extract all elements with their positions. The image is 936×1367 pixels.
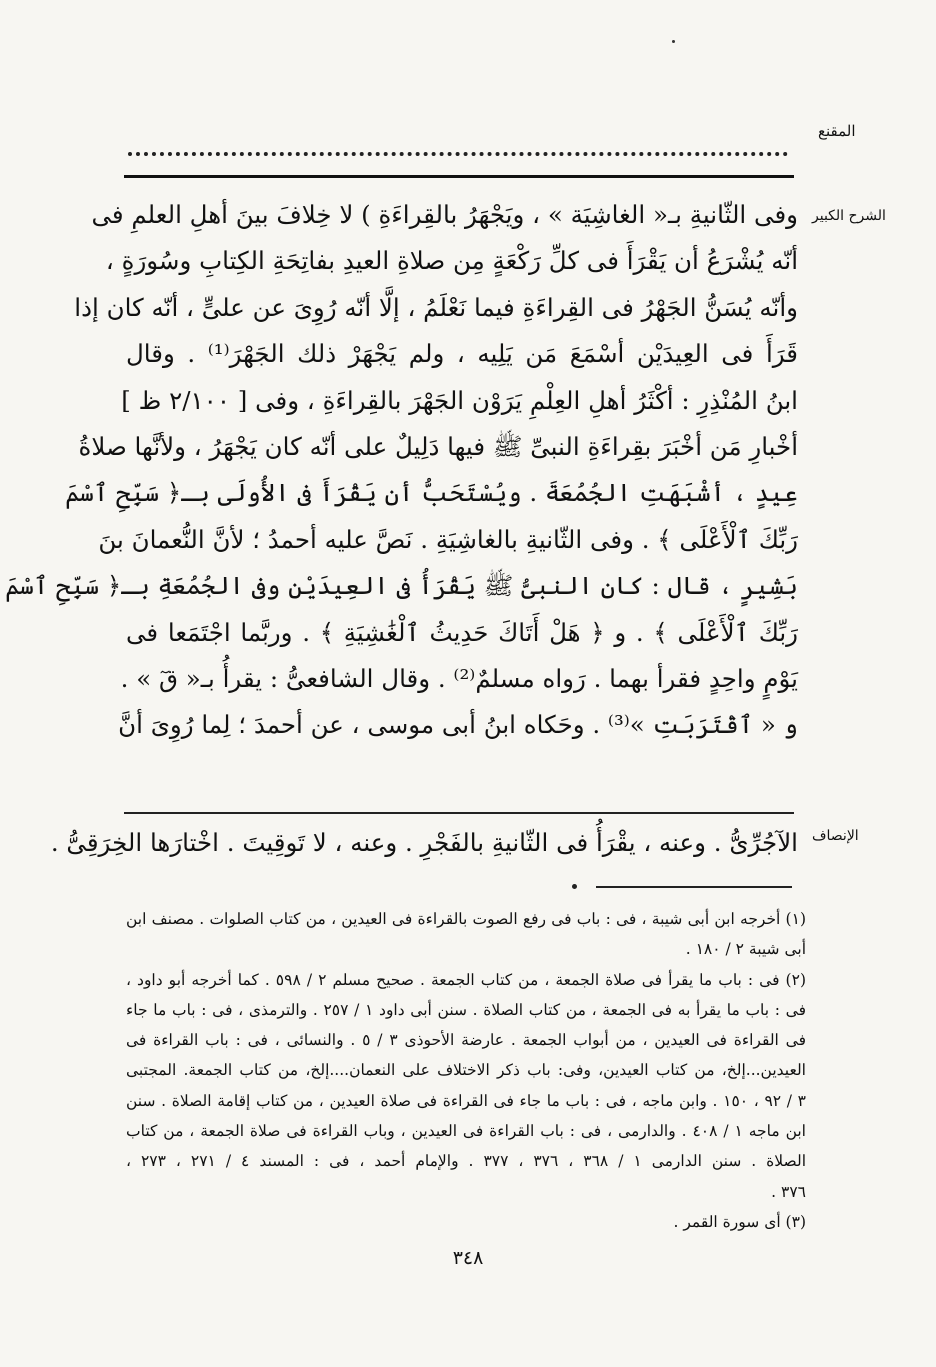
- footnote-line: فى : باب ما يقرأ به فى الجمعة ، من كتاب الصلاة . سنن أبى داود ١ / ٢٥٧ . والترمذى ، فى : باب ما جاء: [126, 1000, 806, 1019]
- footnote-line: (٣) أى سورة القمر .: [673, 1212, 806, 1231]
- footnote-line: (١) أخرجه ابن أبى شيبة ، فى : باب فى رفع الصوت بالقراءة فى العيدين ، من كتاب الصلوات . مصنف ابن: [126, 910, 806, 928]
- footnote-line: ابن ماجه ١ / ٤٠٨ . والدارمى ، فى : باب القراءة فى العيدين ، وباب القراءة فى صلاة الجمعة ، من كتاب: [126, 1122, 806, 1141]
- main-line: يَوْمٍ واحِدٍ فقرأ بهما . رَواه مسلمٌ⁽²⁾ . وقال الشافعىُّ : يقرأُ بـ« قٓ » .: [120, 663, 798, 693]
- main-line: و « ٱقْتَرَبَتِ »⁽³⁾ . وحَكاه ابنُ أبى موسى ، عن أحمدَ ؛ لِما رُوِىَ أنَّ: [118, 710, 798, 740]
- footnote-line: العيدين...إلخ، من كتاب العيدين، وفى: باب ذكر الاختلاف على النعمان....إلخ، من كتاب الجمعة. المجتبى: [126, 1061, 806, 1080]
- page-number: ٣٤٨: [452, 1247, 484, 1269]
- footnote-line: (٢) فى : باب ما يقرأ فى صلاة الجمعة ، من كتاب الجمعة . صحيح مسلم ٢ / ٥٩٨ . كما أخرجه أبو داود ،: [126, 970, 806, 989]
- top-rule: [124, 175, 794, 178]
- main-commentary-text: [5, 192, 798, 749]
- footnote-dot: [572, 884, 577, 889]
- footnote-line: أبى شيبة ٢ / ١٨٠ .: [685, 940, 806, 959]
- middle-rule: [124, 812, 794, 814]
- footnotes: [126, 904, 806, 1237]
- dotted-header-line: [128, 136, 788, 156]
- footnote-line: فى القراءة فى العيدين ، من أبواب الجمعة . عارضة الأحوذى ٣ / ٥ . والنسائى ، فى : باب القراءة فى: [126, 1031, 806, 1050]
- section-label-sharh: الشرح الكبير: [812, 208, 886, 224]
- insaf-text: الآجُرِّىُّ . وعنه ، يقْرَأُ فى الثّانيةِ بالفَجْرِ . وعنه ، لا تَوقِيتَ . اخْتارَها الخِرَقِىُّ .: [50, 828, 798, 857]
- main-line: وفى الثّانيةِ بـ« الغاشِيَة » ، ويَجْهَرُ بالقِراءَةِ ) لا خِلافَ بينَ أهلِ العلمِ فى: [91, 200, 798, 229]
- main-line: رَبِّكَ ٱلْأَعْلَى ﴾ . وفى الثّانيةِ بالغاشِيَةِ . نَصَّ عليه أحمدُ ؛ لأنَّ النُّعمانَ بنَ: [98, 524, 798, 554]
- main-line: أنّه يُشْرَعُ أن يَقْرَأَ فى كلِّ رَكْعَةٍ مِن صلاةِ العيدِ بفاتِحَةِ الكِتابِ وسُورَةٍ ،: [105, 246, 798, 276]
- footnote-rule: [596, 886, 792, 888]
- scan-speck: [672, 40, 675, 43]
- main-line: وأنّه يُسَنُّ الجَهْرُ فى القِراءَةِ فيما نَعْلَمُ ، إلَّا أنّه رُوِىَ عن علىٍّ ، أنّه كان إذا: [74, 292, 798, 322]
- main-line: ابنُ المُنْذِرِ : أكْثَرُ أهلِ العِلْمِ يَرَوْن الجَهْرَ بالقِراءَةِ ، وفى [ ٢/١٠٠ ظ ]: [121, 385, 798, 415]
- main-line: عِيدٍ ، أشْبَهَتِ الجُمُعَةَ . ويُسْتَحَبُّ أن يَقْرَأَ فى الأُولَى بـ﴿ سَبِّحِ ٱسْمَ: [65, 478, 798, 508]
- footnote-line: الصلاة . سنن الدارمى ١ / ٣٦٨ ، ٣٧٦ ، ٣٧٧ . والإمام أحمد ، فى : المسند ٤ / ٢٧١ ، ٢٧٣ ،: [126, 1152, 807, 1171]
- footnote-line: ٣ / ٩٢ ، ١٥٠ . وابن ماجه ، فى : باب ما جاء فى القراءة فى صلاة العيدين ، من كتاب إقامة الصلاة . سنن: [126, 1091, 806, 1110]
- footnote-line: ٣٧٦ .: [771, 1182, 806, 1201]
- main-line: بَشِيرٍ ، قال : كان النبىُّ ﷺ يَقْرَأُ فى العِيدَيْن وفى الجُمُعَةِ بـ﴿ سَبِّحِ ٱسْمَ: [5, 571, 798, 601]
- section-label-insaf: الإنصاف: [812, 828, 859, 844]
- main-line: رَبِّكَ ٱلْأَعْلَى ﴾ . و ﴿ هَلْ أَتَاكَ حَدِيثُ ٱلْغَٰشِيَةِ ﴾ . وربَّما اجْتَمَعا فى: [126, 617, 798, 647]
- main-line: أخْبارِ مَن أخْبَرَ بقِراءَةِ النبىِّ ﷺ فيها دَلِيلٌ على أنّه كان يَجْهَرُ ، ولأنَّها صلاةُ: [78, 431, 798, 461]
- main-line: قَرَأَ فى العِيدَيْن أسْمَعَ مَن يَلِيه ، ولم يَجْهَرْ ذلك الجَهْرَ⁽¹⁾ . وقال: [126, 339, 798, 369]
- running-title: المقنع: [818, 122, 856, 140]
